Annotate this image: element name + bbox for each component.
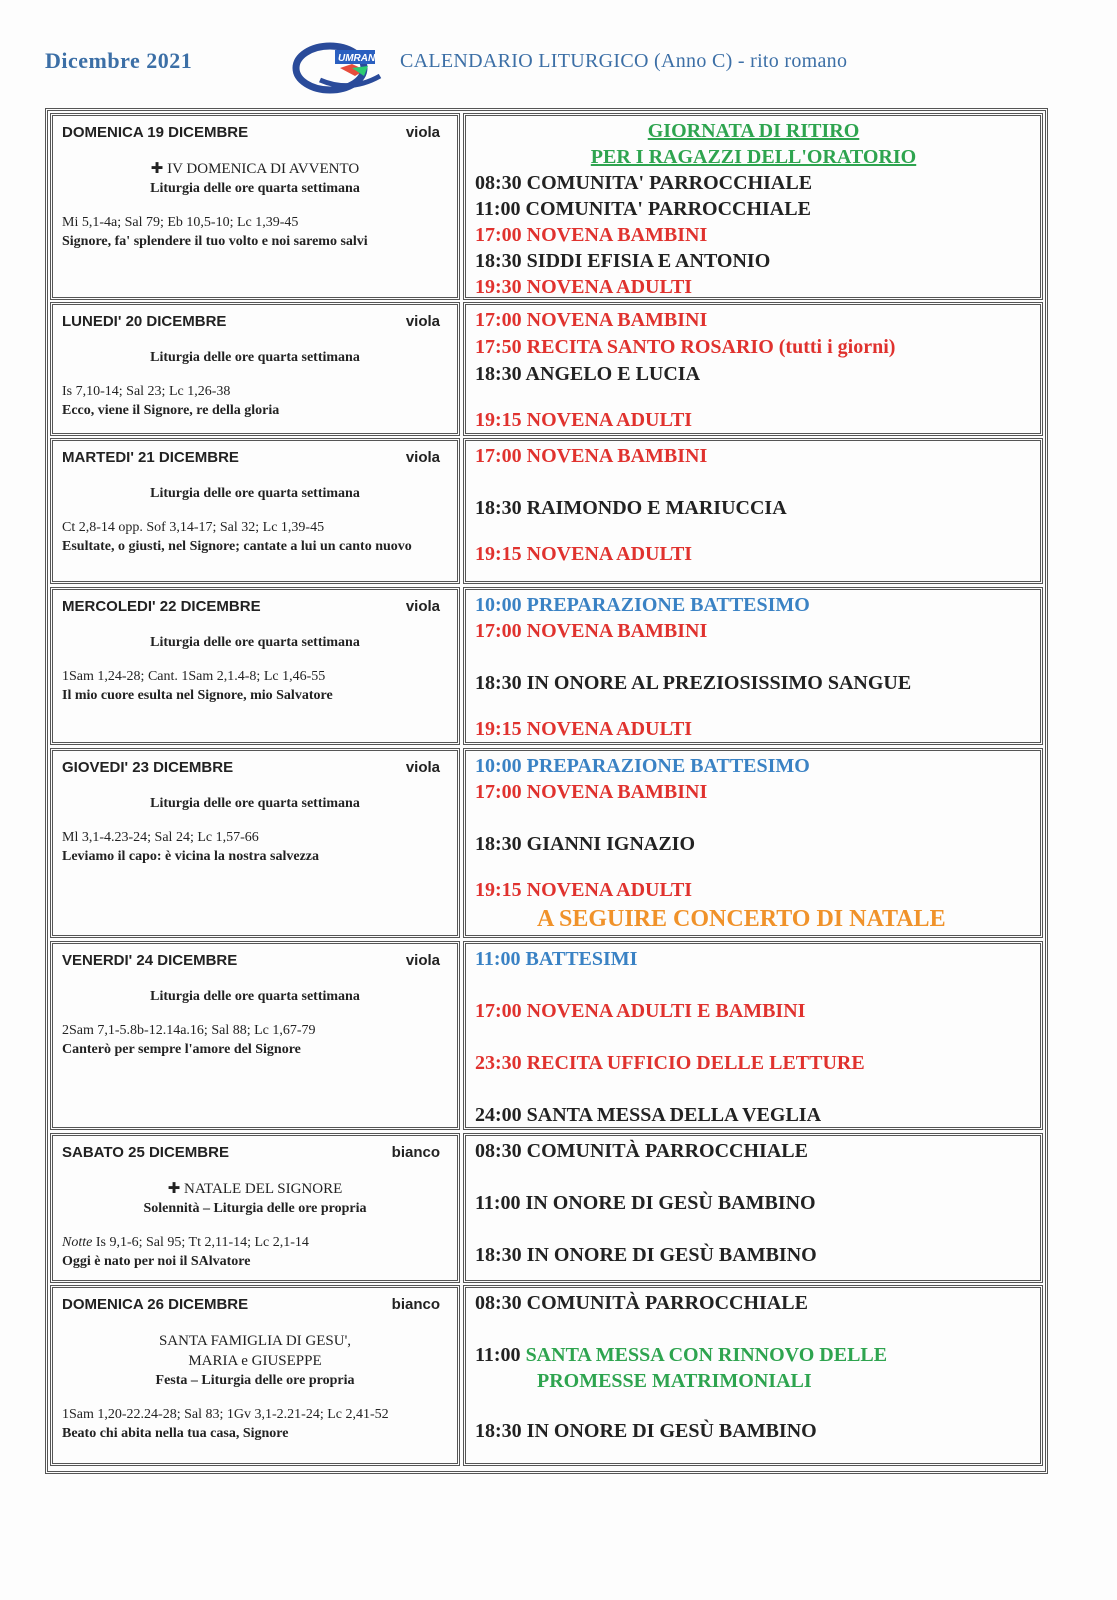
event-line: 18:30 SIDDI EFISIA E ANTONIO [475,250,771,272]
psalm-motto: Il mio cuore esulta nel Signore, mio Salvatore [62,688,333,703]
readings: 1Sam 1,20-22.24-28; Sal 83; 1Gv 3,1-2.21-24; Lc 2,41-52 [62,1407,389,1422]
events [463,587,1043,745]
feast-name-2: MARIA e GIUSEPPE [188,1353,322,1369]
liturgical-color: viola [405,759,440,776]
day-info [50,587,460,745]
event-line [475,1342,1032,1368]
day-row [50,1133,1043,1283]
liturgical-color: bianco [391,1144,440,1161]
liturgy-note: Liturgia delle ore quarta settimana [150,486,360,501]
event-line: 18:30 RAIMONDO E MARIUCCIA [475,497,787,519]
event-line: 18:30 IN ONORE AL PREZIOSISSIMO SANGUE [475,672,912,694]
event-line: 19:15 NOVENA ADULTI [475,543,693,565]
day-date: GIOVEDI' 23 DICEMBRE [62,759,234,776]
event-line: 08:30 COMUNITÀ PARROCCHIALE [475,1140,808,1162]
calendar-table [45,108,1048,1474]
event-text: SANTA MESSA CON RINNOVO DELLE [525,1344,888,1366]
event-line: PROMESSE MATRIMONIALI [537,1370,812,1392]
readings-prefix: Notte [62,1235,93,1250]
event-time: 11:00 [475,1344,521,1366]
liturgy-note: Liturgia delle ore quarta settimana [150,796,360,811]
day-row [50,438,1043,584]
feast-name: ✚ IV DOMENICA DI AVVENTO [150,161,360,177]
psalm-motto: Oggi è nato per noi il SAlvatore [62,1254,251,1269]
day-row [50,302,1043,436]
event-line: A SEGUIRE CONCERTO DI NATALE [537,906,946,932]
event-line: GIORNATA DI RITIRO [647,120,860,142]
readings: 2Sam 7,1-5.8b-12.14a.16; Sal 88; Lc 1,67-79 [62,1023,316,1038]
day-date: DOMENICA 19 DICEMBRE [62,124,249,141]
liturgical-color: viola [405,449,440,466]
day-info [50,302,460,436]
calendar-title: CALENDARIO LITURGICO (Anno C) - rito romano [400,50,848,72]
psalm-motto: Beato chi abita nella tua casa, Signore [62,1426,289,1441]
event-line: 18:30 ANGELO E LUCIA [475,363,701,385]
liturgical-color: viola [405,313,440,330]
day-row [50,587,1043,745]
events [463,1133,1043,1283]
day-row [50,941,1043,1130]
psalm-motto: Esultate, o giusti, nel Signore; cantate a lui un canto nuovo [62,539,412,554]
events [463,113,1043,300]
day-date: VENERDI' 24 DICEMBRE [62,952,238,969]
event-line: 19:15 NOVENA ADULTI [475,409,693,431]
event-line: 10:00 PREPARAZIONE BATTESIMO [475,755,810,777]
month-title: Dicembre 2021 [45,48,193,73]
liturgy-note: Liturgia delle ore quarta settimana [150,350,360,365]
day-row [50,748,1043,938]
day-info [50,1285,460,1466]
event-line: 08:30 COMUNITÀ PARROCCHIALE [475,1292,808,1314]
liturgical-color: bianco [391,1296,440,1313]
day-row [50,113,1043,300]
events [463,438,1043,584]
readings [62,1233,448,1252]
event-line: 17:00 NOVENA ADULTI E BAMBINI [475,1000,806,1022]
readings-text: Is 9,1-6; Sal 95; Tt 2,11-14; Lc 2,1-14 [92,1235,309,1250]
event-line: 24:00 SANTA MESSA DELLA VEGLIA [475,1104,822,1126]
liturgical-color: viola [405,598,440,615]
qumran-logo [280,38,390,98]
events [463,1285,1043,1466]
psalm-motto: Signore, fa' splendere il tuo volto e noi saremo salvi [62,234,368,249]
event-line: 11:00 COMUNITA' PARROCCHIALE [475,198,811,220]
liturgy-note: Solennità – Liturgia delle ore propria [143,1201,367,1216]
events [463,302,1043,436]
day-date: MERCOLEDI' 22 DICEMBRE [62,598,261,615]
feast-name: SANTA FAMIGLIA DI GESU', [158,1333,352,1349]
event-line: 10:00 PREPARAZIONE BATTESIMO [475,594,810,616]
event-line: 17:00 NOVENA BAMBINI [475,620,708,642]
day-date: MARTEDI' 21 DICEMBRE [62,449,239,466]
day-info [50,748,460,938]
day-info [50,1133,460,1283]
events [463,941,1043,1130]
event-line: 17:00 NOVENA BAMBINI [475,309,708,331]
event-line: 19:15 NOVENA ADULTI [475,718,693,740]
event-line: 17:00 NOVENA BAMBINI [475,445,708,467]
event-line: 19:30 NOVENA ADULTI [475,276,693,298]
readings: Ml 3,1-4.23-24; Sal 24; Lc 1,57-66 [62,830,259,845]
events [463,748,1043,938]
day-row [50,1285,1043,1466]
day-date: LUNEDI' 20 DICEMBRE [62,313,227,330]
day-info [50,113,460,300]
event-line: 17:50 RECITA SANTO ROSARIO (tutti i giorni) [475,336,896,358]
event-line: 18:30 IN ONORE DI GESÙ BAMBINO [475,1420,817,1442]
day-info [50,941,460,1130]
feast-name: ✚ NATALE DEL SIGNORE [167,1181,343,1197]
liturgy-note: Festa – Liturgia delle ore propria [155,1373,355,1388]
event-line: PER I RAGAZZI DELL'ORATORIO [590,146,917,168]
readings: Ct 2,8-14 opp. Sof 3,14-17; Sal 32; Lc 1,39-45 [62,520,325,535]
event-line: 11:00 IN ONORE DI GESÙ BAMBINO [475,1192,816,1214]
event-line: 18:30 IN ONORE DI GESÙ BAMBINO [475,1244,817,1266]
psalm-motto: Leviamo il capo: è vicina la nostra salvezza [62,849,320,864]
liturgy-note: Liturgia delle ore quarta settimana [150,181,360,196]
liturgy-note: Liturgia delle ore quarta settimana [150,989,360,1004]
readings: Is 7,10-14; Sal 23; Lc 1,26-38 [62,384,231,399]
readings: Mi 5,1-4a; Sal 79; Eb 10,5-10; Lc 1,39-45 [62,215,299,230]
day-date: SABATO 25 DICEMBRE [62,1144,229,1161]
liturgical-color: viola [405,952,440,969]
liturgy-note: Liturgia delle ore quarta settimana [150,635,360,650]
day-date: DOMENICA 26 DICEMBRE [62,1296,249,1313]
event-line: 17:00 NOVENA BAMBINI [475,224,708,246]
psalm-motto: Canterò per sempre l'amore del Signore [62,1042,301,1057]
event-line: 23:30 RECITA UFFICIO DELLE LETTURE [475,1052,865,1074]
liturgical-color: viola [405,124,440,141]
event-line: 18:30 GIANNI IGNAZIO [475,833,696,855]
page-header [45,44,1045,94]
readings: 1Sam 1,24-28; Cant. 1Sam 2,1.4-8; Lc 1,46-55 [62,669,326,684]
event-line: 08:30 COMUNITA' PARROCCHIALE [475,172,813,194]
event-line: 19:15 NOVENA ADULTI [475,879,693,901]
psalm-motto: Ecco, viene il Signore, re della gloria [62,403,280,418]
svg-text:UMRAN: UMRAN [338,53,376,64]
event-line: 17:00 NOVENA BAMBINI [475,781,708,803]
event-line: 11:00 BATTESIMI [475,948,638,970]
day-info [50,438,460,584]
